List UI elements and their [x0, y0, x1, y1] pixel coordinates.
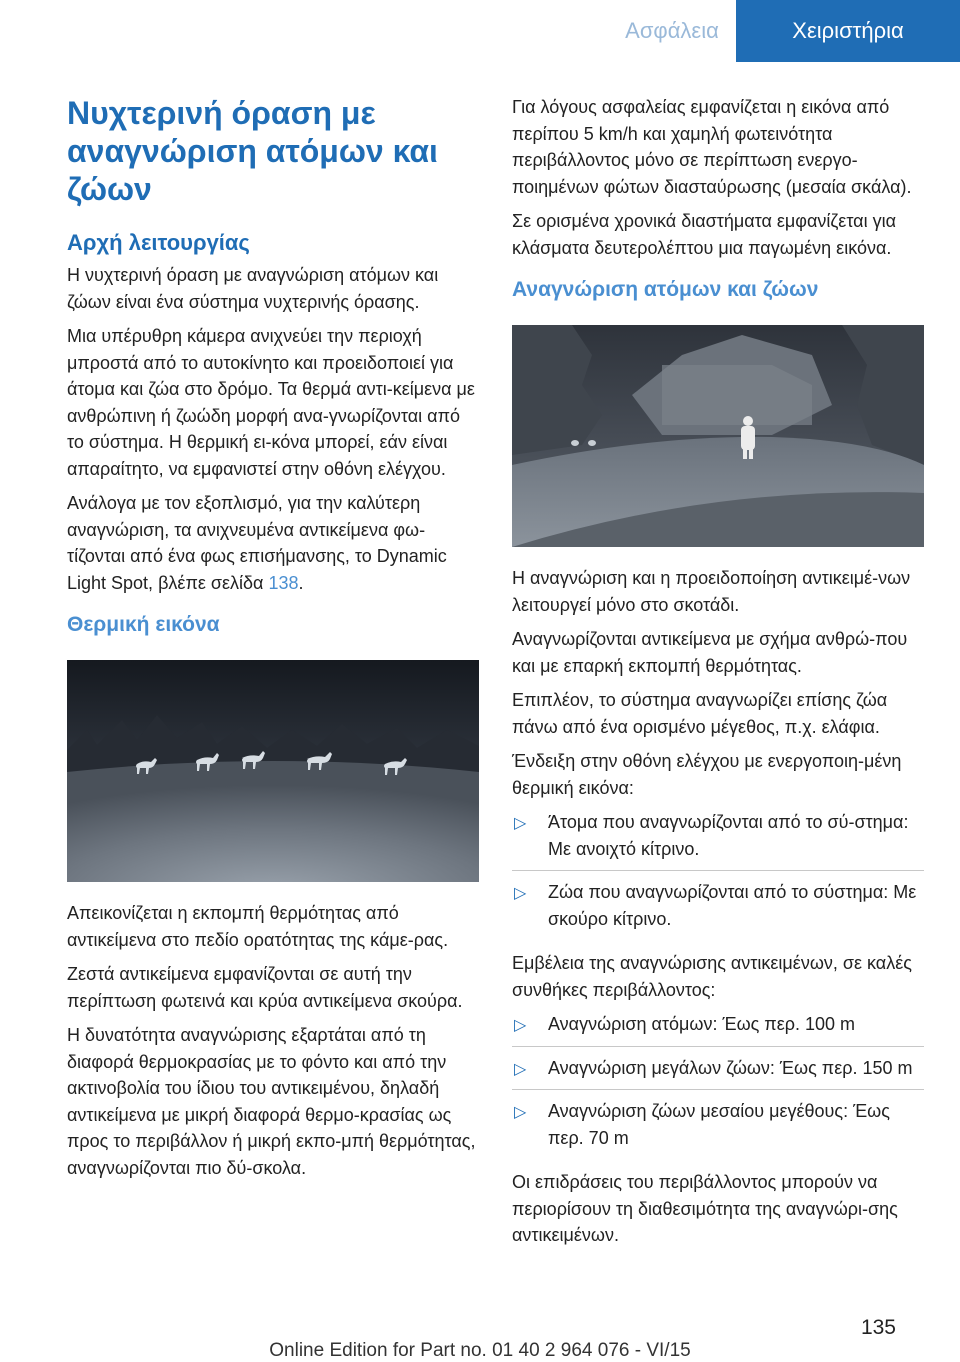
- heading-recognition: Αναγνώριση ατόμων και ζώων: [512, 278, 819, 301]
- heading-principle: Αρχή λειτουργίας: [67, 230, 250, 255]
- page-title: Νυχτερινή όραση με αναγνώριση ατόμων και ζώων: [67, 95, 438, 207]
- paragraph-text: Ανάλογα με τον εξοπλισμό, για την καλύτερη αναγνώριση, τα ανιχνευμένα αντικείμενα φω-τίζονται από ένα φως επισήμανσης, το Dynamic Light Spot, βλέπε σελίδα: [67, 493, 447, 593]
- paragraph: Αναγνωρίζονται αντικείμενα με σχήμα ανθρώ-που και με επαρκή εκπομπή θερμότητας.: [512, 629, 908, 676]
- paragraph: Μια υπέρυθρη κάμερα ανιχνεύει την περιοχή μπροστά από το αυτοκίνητο και προειδοποιεί για άτομα και ζώα στο δρόμο. Τα θερμά αντι-κείμενα με ανθρώπινη ή ζωώδη μορφή ανα-γνωρίζονται από το σύστημα. Η θερμική ει-κόνα μπορεί, εάν είναι απαραίτητο, να εμφανιστεί στην οθόνη ελέγχου.: [67, 326, 475, 479]
- list-item-text: Αναγνώριση μεγάλων ζώων: Έως περ. 150 m: [548, 1057, 913, 1078]
- triangle-bullet-icon: ▷: [514, 815, 527, 832]
- paragraph: Σε ορισμένα χρονικά διαστήματα εμφανίζεται για κλάσματα δευτερολέπτου μια παγωμένη εικόνα.: [512, 211, 896, 258]
- list-item-text: Αναγνώριση ατόμων: Έως περ. 100 m: [548, 1014, 856, 1034]
- night-vision-figure: [512, 325, 924, 547]
- list-item: [512, 1098, 924, 1159]
- section-tabs: [608, 0, 960, 62]
- list-item: [512, 1011, 924, 1047]
- paragraph: Εμβέλεια της αναγνώρισης αντικειμένων, σε καλές συνθήκες περιβάλλοντος:: [512, 953, 912, 1000]
- paragraph: Επιπλέον, το σύστημα αναγνωρίζει επίσης ζώα πάνω από ένα ορισμένο μέγεθος, π.χ. ελάφια.: [512, 690, 888, 737]
- paragraph: Η αναγνώριση και η προειδοποίηση αντικειμέ-νων λειτουργεί μόνο στο σκοτάδι.: [512, 568, 911, 615]
- left-column: [67, 94, 479, 1189]
- list-item-text: Αναγνώριση ζώων μεσαίου μεγέθους: Έως περ. 70 m: [548, 1101, 890, 1148]
- tab-controls[interactable]: Χειριστήρια: [736, 0, 960, 62]
- triangle-bullet-icon: ▷: [514, 1017, 527, 1034]
- tab-safety[interactable]: Ασφάλεια: [608, 0, 736, 62]
- paragraph: Για λόγους ασφαλείας εμφανίζεται η εικόνα από περίπου 5 km/h και χαμηλή φωτεινότητα περιβάλλοντος μόνο σε περίπτωση ενεργο-ποιημένων φώτων διασταύρωσης (μεσαία σκάλα).: [512, 97, 912, 197]
- heading-thermal-image: Θερμική εικόνα: [67, 613, 220, 636]
- paragraph: [67, 490, 479, 596]
- paragraph: Η δυνατότητα αναγνώρισης εξαρτάται από τη διαφορά θερμοκρασίας με το φόντο και από την ακτινοβολία του ίδιου του αντικειμένου, δηλαδή αντικείμενα με μικρή διαφορά θερμο-κρασίας ως προς το περιβάλλον ή μικρή εκπο-μπή θερμότητας, αναγνωρίζονται πιο δύ-σκολα.: [67, 1025, 476, 1178]
- list-item: [512, 879, 924, 940]
- paragraph: Ζεστά αντικείμενα εμφανίζονται σε αυτή την περίπτωση φωτεινά και κρύα αντικείμενα σκούρα.: [67, 964, 463, 1011]
- right-column: [512, 94, 924, 1257]
- paragraph: Απεικονίζεται η εκπομπή θερμότητας από αντικείμενα στο πεδίο ορατότητας της κάμε-ρας.: [67, 903, 449, 950]
- list-item: [512, 809, 924, 871]
- footer-edition: Online Edition for Part no. 01 40 2 964 076 - VI/15: [269, 1340, 691, 1361]
- triangle-bullet-icon: ▷: [514, 885, 527, 902]
- list-item: [512, 1055, 924, 1091]
- page-number: 135: [860, 1316, 896, 1339]
- triangle-bullet-icon: ▷: [514, 1104, 527, 1121]
- thermal-image-figure: [67, 660, 479, 882]
- list-item-text: Άτομα που αναγνωρίζονται από το σύ-στημα: Με ανοιχτό κίτρινο.: [548, 812, 909, 859]
- triangle-bullet-icon: ▷: [514, 1060, 527, 1078]
- paragraph: Η νυχτερινή όραση με αναγνώριση ατόμων και ζώων είναι ένα σύστημα νυχτερινής όρασης.: [67, 265, 439, 312]
- paragraph: Ένδειξη στην οθόνη ελέγχου με ενεργοποιη-μένη θερμική εικόνα:: [512, 751, 902, 798]
- paragraph-end: .: [298, 572, 304, 593]
- display-list: [512, 809, 924, 940]
- list-item-text: Ζώα που αναγνωρίζονται από το σύστημα: Με σκούρο κίτρινο.: [548, 882, 917, 929]
- paragraph: Οι επιδράσεις του περιβάλλοντος μπορούν να περιορίσουν τη διαθεσιμότητα της αναγνώρι-σης αντικειμένων.: [512, 1172, 898, 1245]
- page-link[interactable]: 138: [268, 572, 299, 593]
- range-list: [512, 1011, 924, 1159]
